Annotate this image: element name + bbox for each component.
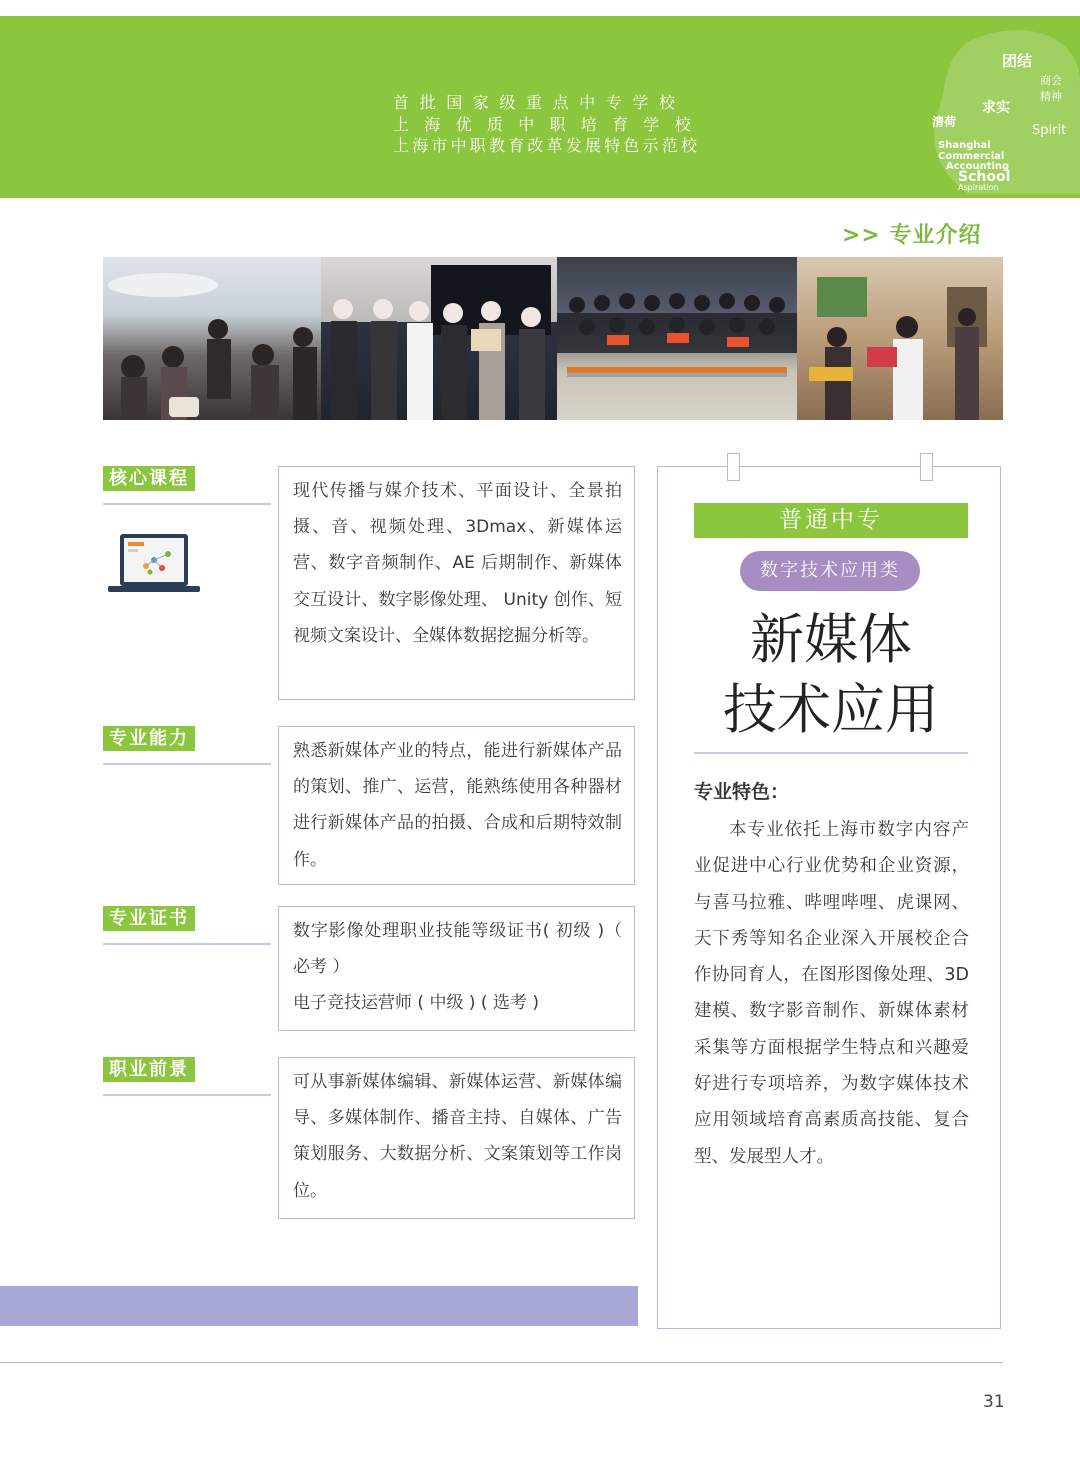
honor-line-1: 首批国家级重点中专学校 — [393, 93, 686, 112]
divider — [103, 763, 271, 765]
decorative-bar — [0, 1286, 638, 1326]
honor-line-3: 上海市中职教育改革发展特色示范校 — [393, 136, 701, 155]
wc-word: Accounting — [946, 161, 1010, 172]
school-honors — [393, 92, 706, 157]
footer-divider — [0, 1362, 1003, 1363]
photo-group-award — [321, 257, 557, 420]
wc-word: 清荷 — [932, 115, 957, 129]
category-pill: 数字技术应用类 — [740, 551, 920, 591]
certificates-box — [278, 906, 635, 1031]
tag-professional-ability: 专业能力 — [103, 726, 195, 751]
photo-large-group — [557, 257, 797, 420]
laptop-icon — [106, 530, 202, 596]
core-courses-box: 现代传播与媒介技术、平面设计、全景拍摄、音、视频处理、3Dmax、新媒体运营、数字音频制作、AE 后期制作、新媒体交互设计、数字影像处理、 Unity 创作、短视频文案设计、全媒体数据挖掘分析等。 — [278, 466, 635, 700]
leaf-wordcloud-logo — [928, 22, 1080, 194]
photo-classroom — [103, 257, 321, 420]
divider — [103, 943, 271, 945]
binder-clip — [727, 453, 740, 481]
tag-core-courses: 核心课程 — [103, 466, 195, 491]
wc-word: Aspiration — [958, 183, 999, 192]
divider — [694, 752, 968, 754]
photo-collage — [103, 257, 1003, 420]
wc-word: Spirit — [1032, 123, 1067, 138]
professional-ability-box: 熟悉新媒体产业的特点，能进行新媒体产品的策划、推广、运营，能熟练使用各种器材进行新媒体产品的拍摄、合成和后期特效制作。 — [278, 726, 635, 885]
tag-certificates: 专业证书 — [103, 906, 195, 931]
feature-text: 本专业依托上海市数字内容产业促进中心行业优势和企业资源，与喜马拉雅、哔哩哔哩、虎课网、天下秀等知名企业深入开展校企合作协同育人，在图形图像处理、3D 建模、数字影音制作、新媒体素材采集等方面根据学生特点和兴趣爱好进行专项培养，为数字媒体技术应用领域培育高素质高技能、复合型、发展型人才。 — [694, 820, 969, 1167]
photo-art-class — [797, 257, 1003, 420]
major-title-line-2: 技术应用 — [723, 678, 939, 741]
certificate-2: 电子竞技运营师 ( 中级 ) ( 选考 ) — [293, 993, 539, 1014]
page-number: 31 — [983, 1392, 1005, 1412]
certificate-1: 数字影像处理职业技能等级证书( 初级 )（ 必考 ） — [293, 921, 622, 978]
major-title — [694, 605, 968, 745]
tag-career-prospects: 职业前景 — [103, 1057, 195, 1082]
divider — [103, 1094, 271, 1096]
wc-word: Commercial — [938, 151, 1005, 162]
wc-word: Shanghai — [938, 140, 991, 151]
header-banner — [0, 16, 1080, 198]
divider — [103, 503, 271, 505]
honor-line-2: 上海优质中职培育学校 — [393, 114, 707, 134]
wc-word: 求实 — [982, 100, 1010, 116]
wc-word: 团结 — [1002, 52, 1033, 70]
section-title: >> 专业介绍 — [842, 223, 982, 248]
feature-label: 专业特色： — [694, 781, 790, 803]
binder-clip — [920, 453, 933, 481]
wc-word: 精神 — [1040, 90, 1062, 103]
wc-word: 商会 — [1040, 74, 1062, 87]
major-title-line-1: 新媒体 — [750, 608, 912, 671]
wc-word: School — [958, 169, 1011, 185]
career-prospects-box: 可从事新媒体编辑、新媒体运营、新媒体编导、多媒体制作、播音主持、自媒体、广告策划服务、大数据分析、文案策划等工作岗位。 — [278, 1057, 635, 1219]
level-banner: 普通中专 — [694, 503, 968, 538]
